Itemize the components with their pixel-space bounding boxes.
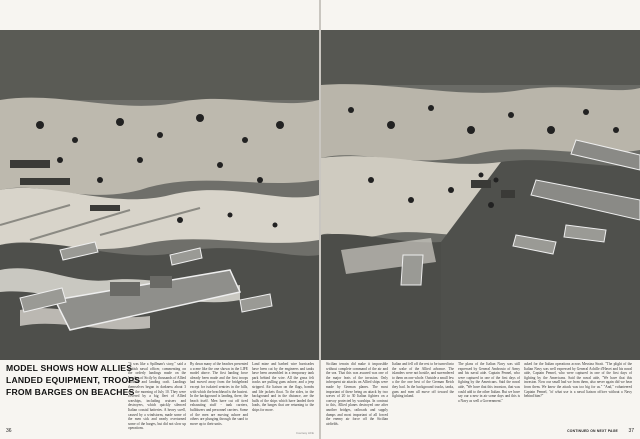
photo-credit-label: Courtesy LIFE: [296, 431, 314, 435]
beach-model-illustration-left: [0, 30, 319, 360]
beach-model-photo-right: [321, 30, 640, 360]
body-column-4: Sicilian terrain did make it impossible without complete command of the air and the sea. That this was assured was one of the major feats of the invasion. Only infrequent air attacks on Allied ships were made by German planes. The most important of these being an attack by two waves of 20 to 30 Italian fighters on a convoy protected by warships. In contrast to this, Allied planes destroyed one after another bridges, railroads and supply dumps and most important of all forced the enemy air force off the Sicilian airfields.: [326, 362, 388, 426]
continued-on-next-page: CONTINUED ON NEXT PAGE: [567, 429, 618, 433]
headline-line-1: MODEL SHOWS HOW ALLIES: [6, 363, 133, 373]
body-column-2: By dawn many of the beaches presented a scene like the one shown in the LIFE model above. The first landing force already been made and the first troops had moved away from the bridgehead except for isolated sentries in the hills, with which the beachhead is the busiest. In the background is landing, there, the beach itself. Men have cut off tired exhausting stuff - tank carriers, bulldozers and personnel carriers. Some of the men are moving ashore and others are plunging through the sand to move up to their units.: [190, 362, 248, 426]
beach-model-illustration-right: [321, 30, 640, 360]
body-column-1: "It was like a Spillman's story," said a British naval officer, commenting on the orderly landings made on the beaches of Sicily by thousands of Allied soldiers and landing craft. Landings themselves began in darkness about 3 a.m. the morning of July 10. They were covered by a big fleet of Allied warships, including cruisers and destroyers, which quickly silenced Italian coastal batteries. A heavy swell, caused by a windstorm, made some of the men sick and nearly overturned some of the barges, but did not slow up operations.: [128, 362, 186, 430]
body-column-3: Land mine and barbed wire barricades have been cut by the engineers and tanks have been assembled in a temporary tank park behind the wire. All the grass felt tracks are pulling guns ashore, and a jeep stripped. Air liaison on the flags, bombs and life jackets float. To the sides, in the background and in the distance, are the hulls of the ships which have landed their loads, the barges that are returning to the ships for more.: [252, 362, 314, 412]
page-number-left: 36: [6, 428, 12, 434]
beach-model-photo-left: [0, 30, 319, 360]
page-number-right: 37: [628, 428, 634, 434]
body-column-7: asked for the Italian operations across Messina Strait. "The plight of the Italian Navy was well expressed by General Achille d'Havet and his naval aide, Captain Pennel, who were captured in one of the first days of fighting by the Americans. Said the naval aide, "We have that this invasion. Now our small had we from them, also never again did we hear from them. We knew the attack was too big for us." "And," volunteered Captain Pennel, "of what use is a naval liaison officer without a Navy behind him?": [524, 362, 632, 399]
body-column-5: Italian and fell off the rest to be turned into the wake of the Allied advance. The islanders were not hostile, and surrendered to them on one whole. Outside a small few a the the one best of the German Reich they had. In the background trucks, tanks, guns and men all move off toward the fighting inland.: [392, 362, 454, 399]
headline-line-2: LANDED EQUIPMENT, TROOPS: [6, 375, 141, 385]
article-headline: [6, 362, 141, 398]
body-column-6: The plans of the Italian Navy was still expressed by General Ambrosio of Army and his naval aide. Captain Pennel, who were captured in one of the first days of fighting by the Americans. Said the naval aide, "We have that this invasion, that was could add to the other Italian. But we have say our a new in air some days and this is a Navy as well a Government.": [458, 362, 520, 403]
left-page: [0, 0, 319, 439]
headline-line-3: FROM BARGES ON BEACHES: [6, 387, 135, 397]
